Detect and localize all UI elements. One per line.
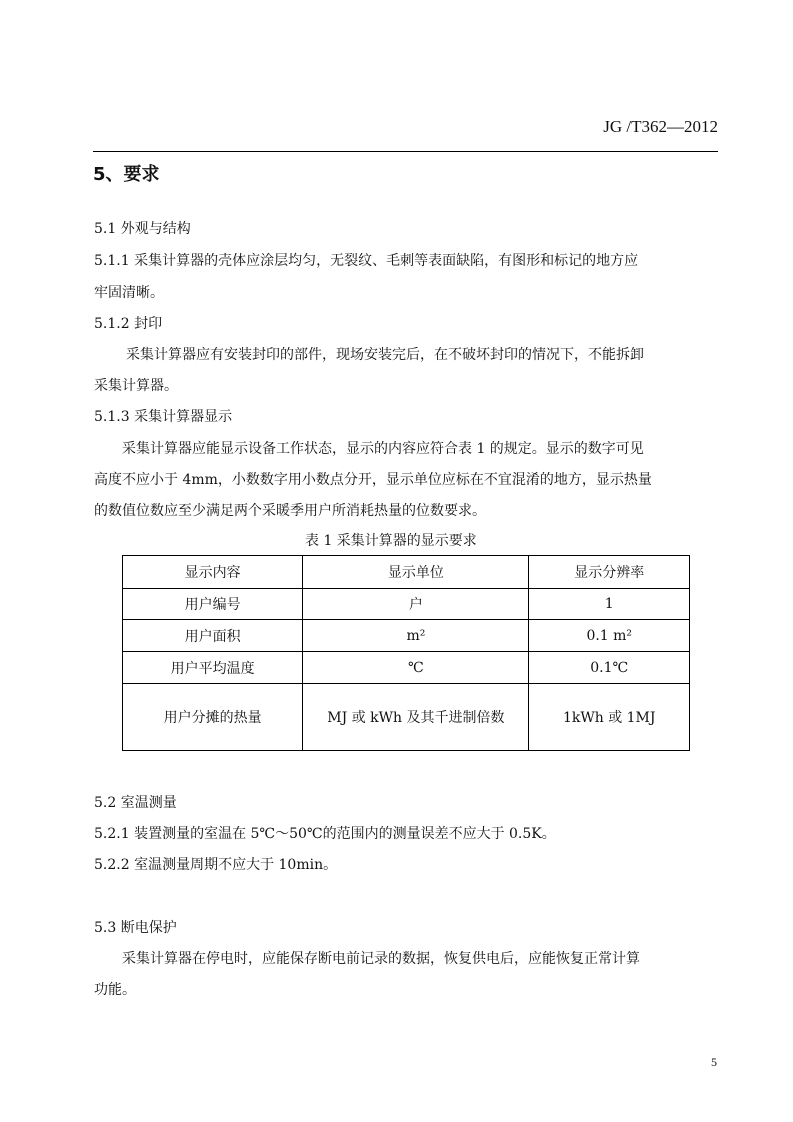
clause-5-1-2: 5.1.2 封印 <box>94 316 163 332</box>
display-requirements-table <box>122 555 690 751</box>
clause-5-1-3-line2: 高度不应小于 4mm，小数数字用小数点分开，显示单位应标在不宜混淆的地方，显示热量 <box>94 472 652 488</box>
clause-5-1: 5.1 外观与结构 <box>94 221 191 237</box>
clause-5-1-3: 5.1.3 采集计算器显示 <box>94 409 233 425</box>
clause-5-3-line1: 采集计算器在停电时，应能保存断电前记录的数据，恢复供电后，应能恢复正常计算 <box>122 951 640 967</box>
standard-number: JG /T362—2012 <box>603 117 718 136</box>
clause-5-1-2-line2: 采集计算器。 <box>94 378 178 394</box>
clause-5-2: 5.2 室温测量 <box>94 795 177 811</box>
clause-5-2-1: 5.2.1 装置测量的室温在 5℃～50℃的范围内的测量误差不应大于 0.5K。 <box>94 826 556 842</box>
table-cell: m² <box>303 620 529 652</box>
table-row <box>123 620 690 652</box>
table-header-cell: 显示分辨率 <box>529 556 690 589</box>
table-cell: 用户平均温度 <box>123 652 303 684</box>
table-cell: 0.1 m² <box>529 620 690 652</box>
table-row <box>123 589 690 620</box>
table-cell: MJ 或 kWh 及其千进制倍数 <box>303 684 529 751</box>
clause-5-1-2-line1: 采集计算器应有安装封印的部件，现场安装完后，在不破坏封印的情况下，不能拆卸 <box>126 347 644 363</box>
table-caption: 表 1 采集计算器的显示要求 <box>305 533 477 549</box>
table-cell: 0.1℃ <box>529 652 690 684</box>
table-cell: 用户编号 <box>123 589 303 620</box>
table-row <box>123 652 690 684</box>
clause-5-1-3-line1: 采集计算器应能显示设备工作状态，显示的内容应符合表 1 的规定。显示的数字可见 <box>122 441 644 457</box>
clause-5-2-2: 5.2.2 室温测量周期不应大于 10min。 <box>94 857 338 873</box>
clause-5-3-line2: 功能。 <box>94 982 136 998</box>
clause-5-1-1-line2: 牢固清晰。 <box>94 285 164 301</box>
table-cell: 1kWh 或 1MJ <box>529 684 690 751</box>
section-title: 5、要求 <box>93 164 160 185</box>
table-cell: 1 <box>529 589 690 620</box>
table-cell: 用户面积 <box>123 620 303 652</box>
clause-5-3: 5.3 断电保护 <box>94 920 177 936</box>
table-cell: 户 <box>303 589 529 620</box>
table-header-row <box>123 556 690 589</box>
clause-5-1-3-line3: 的数值位数应至少满足两个采暖季用户所消耗热量的位数要求。 <box>94 503 486 519</box>
clause-5-1-1-line1: 5.1.1 采集计算器的壳体应涂层均匀，无裂纹、毛刺等表面缺陷，有图形和标记的地方应 <box>94 253 639 269</box>
header-rule <box>93 151 718 152</box>
table-cell: 用户分摊的热量 <box>123 684 303 751</box>
table-cell: ℃ <box>303 652 529 684</box>
table-header-cell: 显示内容 <box>123 556 303 589</box>
page-number: 5 <box>711 1055 717 1069</box>
table-row <box>123 684 690 751</box>
table-header-cell: 显示单位 <box>303 556 529 589</box>
